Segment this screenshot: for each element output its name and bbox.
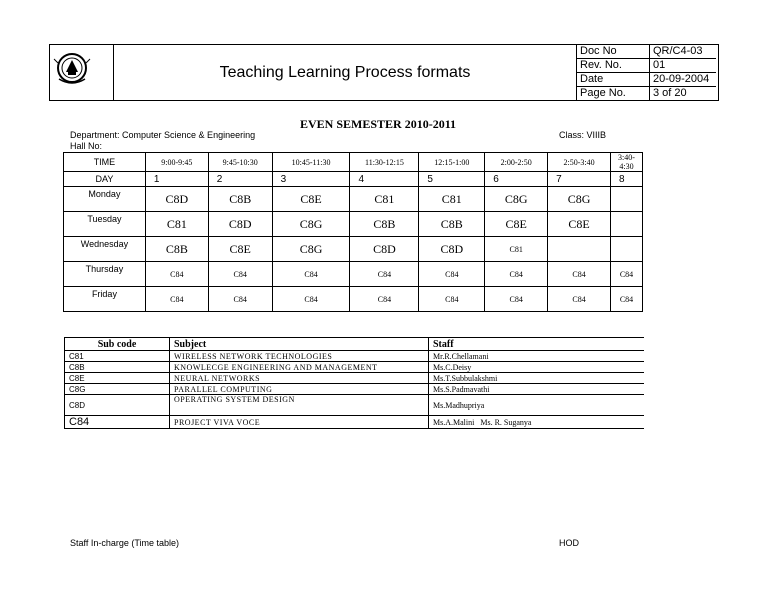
timetable-cell: C84 [145,287,208,312]
timetable-cell: C84 [350,287,419,312]
subject-code: C8B [65,362,170,373]
timetable-cell: C84 [272,262,350,287]
institution-logo-icon [50,45,113,100]
timetable-cell: C8B [208,187,272,212]
timetable-cell [610,237,642,262]
subject-code: C8E [65,373,170,384]
subject-table-header [65,338,645,351]
document-header [49,44,719,101]
meta-key: Doc No [577,45,650,59]
meta-value: 01 [650,59,717,73]
subject-name: PROJECT VIVA VOCE [170,416,429,429]
day-label: Monday [64,187,146,212]
document-title: Teaching Learning Process formats [219,64,471,81]
timetable-cell: C84 [548,262,611,287]
meta-value: 3 of 20 [653,87,687,99]
timetable-cell: C8B [350,212,419,237]
period-number: 1 [145,172,208,187]
timetable-cell: C8E [208,237,272,262]
subject-name: KNOWLECGE ENGINEERING AND MANAGEMENT [170,362,429,373]
time-slot: 9:45-10:30 [208,153,272,172]
timetable-cell: C8G [272,237,350,262]
meta-key: Date [577,73,650,87]
timetable-cell: C84 [272,287,350,312]
department-label: Department: Computer Science & Engineering [70,130,256,140]
subject-row [65,416,645,429]
period-number: 4 [350,172,419,187]
meta-value: QR/C4-03 [650,45,717,59]
column-header: Sub code [65,338,170,351]
time-slot: 12:15-1:00 [419,153,485,172]
class-label: Class: VIIIB [559,130,607,140]
period-number: 7 [548,172,611,187]
subject-code: C8G [65,384,170,395]
time-slot: 2:00-2:50 [485,153,548,172]
timetable-cell: C84 [419,287,485,312]
period-number: 3 [272,172,350,187]
timetable-row [64,212,643,237]
timetable-cell: C84 [419,262,485,287]
timetable-cell: C81 [485,237,548,262]
subject-code: C84 [65,416,170,429]
subject-row [65,362,645,373]
timetable-cell: C8B [419,212,485,237]
subject-table [64,337,644,429]
timetable-cell: C81 [145,212,208,237]
timetable-cell: C8E [272,187,350,212]
time-slot: 9:00-9:45 [145,153,208,172]
timetable-cell: C8G [485,187,548,212]
timetable-cell: C84 [145,262,208,287]
subject-code: C8D [65,395,170,416]
document-meta-table [576,45,716,100]
subject-name: WIRELESS NETWORK TECHNOLOGIES [170,351,429,362]
period-number: 6 [485,172,548,187]
meta-value: 20-09-2004 [650,73,717,87]
timetable-cell [548,237,611,262]
timetable-cell: C84 [208,287,272,312]
timetable-cell [610,212,642,237]
period-number: 5 [419,172,485,187]
subject-name: OPERATING SYSTEM DESIGN [170,395,429,416]
staff-incharge-label: Staff In-charge (Time table) [70,538,180,548]
subject-name: PARALLEL COMPUTING [170,384,429,395]
time-slot: 10:45-11:30 [272,153,350,172]
timetable-row [64,262,643,287]
day-label: Friday [64,287,146,312]
timetable-cell: C84 [548,287,611,312]
column-header: Subject [170,338,429,351]
timetable-row [64,287,643,312]
timetable-cell: C8D [419,237,485,262]
timetable-cell: C84 [485,262,548,287]
timetable-cell: C8G [548,187,611,212]
timetable-row [64,237,643,262]
day-label: Thursday [64,262,146,287]
subject-row [65,395,645,416]
timetable-cell: C84 [208,262,272,287]
logo-cell [50,45,114,100]
timetable-cell: C8D [208,212,272,237]
period-number: 2 [208,172,272,187]
timetable-cell: C84 [610,262,642,287]
timetable [63,152,643,312]
time-slot: 11:30-12:15 [350,153,419,172]
timetable-cell: C8D [145,187,208,212]
subject-staff: Mr.R.Chellamani [429,351,645,362]
timetable-cell: C84 [350,262,419,287]
time-slot: 3:40-4:30 [610,153,642,172]
meta-key: Page No. [577,87,650,101]
semester-title: EVEN SEMESTER 2010-2011 [300,117,457,131]
subject-staff: Ms.C.Deisy [429,362,645,373]
subject-staff: Ms.A.Malini Ms. R. Suganya [429,416,645,429]
time-header: TIME [64,153,146,172]
day-header: DAY [64,172,146,187]
subject-staff: Ms.S.Padmavathi [429,384,645,395]
timetable-cell [610,187,642,212]
subject-row [65,384,645,395]
timetable-cell: C8E [485,212,548,237]
subject-name: NEURAL NETWORKS [170,373,429,384]
timetable-cell: C8E [548,212,611,237]
subject-code: C81 [65,351,170,362]
subject-row [65,351,645,362]
hod-label: HOD [559,538,579,548]
meta-key: Rev. No. [577,59,650,73]
timetable-cell: C84 [610,287,642,312]
timetable-cell: C8D [350,237,419,262]
timetable-cell: C84 [485,287,548,312]
timetable-cell: C81 [419,187,485,212]
timetable-row [64,187,643,212]
time-slot: 2:50-3:40 [548,153,611,172]
timetable-cell: C8G [272,212,350,237]
timetable-cell: C8B [145,237,208,262]
timetable-cell: C81 [350,187,419,212]
hall-label: Hall No: [70,141,103,151]
subject-staff: Ms.Madhupriya [429,395,645,416]
period-number: 8 [610,172,642,187]
column-header: Staff [429,338,645,351]
day-label: Wednesday [64,237,146,262]
day-label: Tuesday [64,212,146,237]
subject-staff: Ms.T.Subbulakshmi [429,373,645,384]
subject-row [65,373,645,384]
